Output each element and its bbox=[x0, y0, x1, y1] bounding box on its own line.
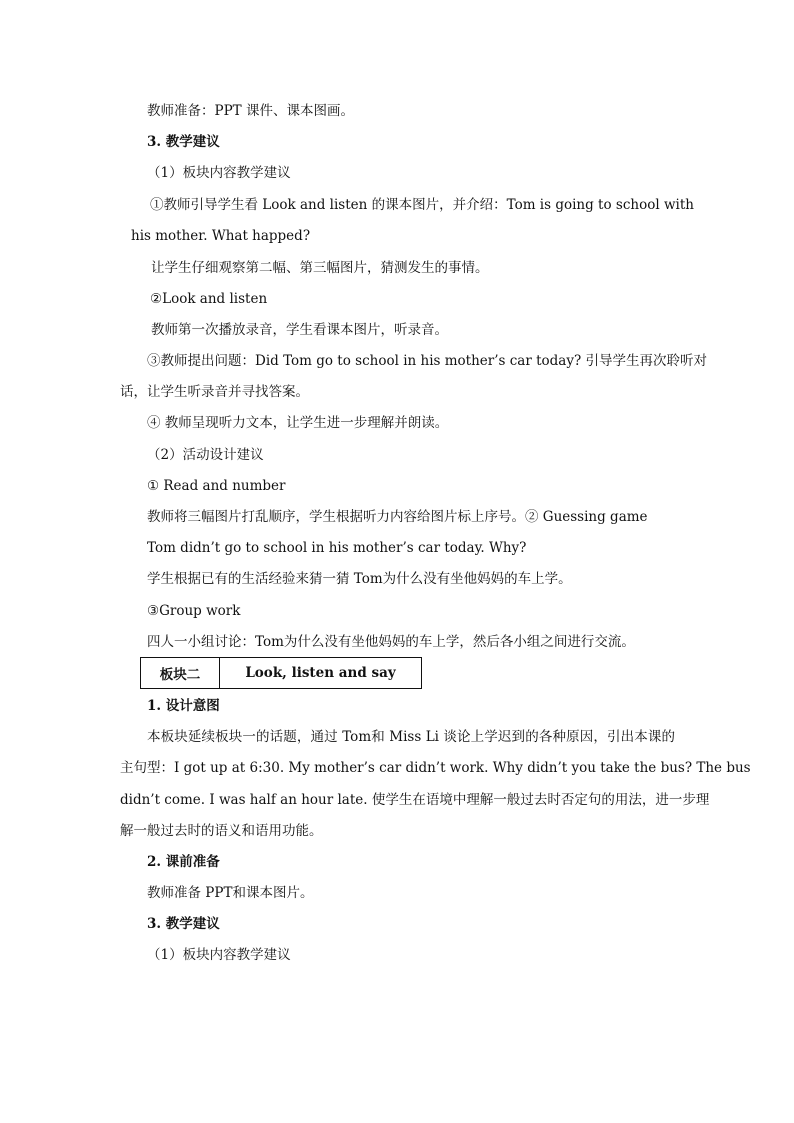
subheading-activity-advice: （2）活动设计建议 bbox=[147, 447, 264, 463]
paragraph-step-3-cont: 话，让学生听录音并寻找答案。 bbox=[120, 384, 309, 400]
paragraph-observe: 让学生仔细观察第二幅、第三幅图片，猜测发生的事情。 bbox=[151, 260, 489, 276]
paragraph-class-prep: 教师准备 PPT和课本图片。 bbox=[147, 885, 314, 901]
heading-design-intent: 1. 设计意图 bbox=[147, 698, 220, 714]
paragraph-intent-1: 本板块延续板块一的话题，通过 Tom和 Miss Li 谈论上学迟到的各种原因，引出本课的 bbox=[147, 729, 675, 745]
paragraph-intent-2: 主句型：I got up at 6:30. My mother’s car didn’t work. Why didn’t you take the bus? The bus bbox=[120, 760, 751, 776]
paragraph-guess: 学生根据已有的生活经验来猜一猜 Tom为什么没有坐他妈妈的车上学。 bbox=[147, 571, 572, 587]
heading-teaching-advice-2: 3. 教学建议 bbox=[147, 916, 220, 932]
block-label: 板块二 bbox=[141, 658, 220, 689]
subheading-block-advice-2: （1）板块内容教学建议 bbox=[147, 947, 291, 963]
block-table bbox=[140, 657, 422, 689]
subheading-block-advice: （1）板块内容教学建议 bbox=[147, 165, 291, 181]
paragraph-intent-3: didn’t come. I was half an hour late. 使学生在语境中理解一般过去时否定句的用法，进一步理 bbox=[120, 792, 710, 808]
paragraph-step-1: ①教师引导学生看 Look and listen 的课本图片，并介绍：Tom is going to school with bbox=[150, 197, 694, 213]
heading-class-prep: 2. 课前准备 bbox=[147, 854, 220, 870]
paragraph-shuffle-images: 教师将三幅图片打乱顺序，学生根据听力内容给图片标上序号。② Guessing game bbox=[147, 509, 648, 525]
paragraph-question-why: Tom didn’t go to school in his mother’s car today. Why? bbox=[147, 540, 527, 556]
paragraph-step-2: ②Look and listen bbox=[150, 291, 268, 307]
paragraph-play-recording: 教师第一次播放录音，学生看课本图片，听录音。 bbox=[151, 322, 448, 338]
paragraph-step-3: ③教师提出问题：Did Tom go to school in his mother’s car today? 引导学生再次聆听对 bbox=[147, 353, 707, 369]
paragraph-teacher-prep: 教师准备：PPT 课件、课本图画。 bbox=[147, 103, 354, 119]
paragraph-read-number: ① Read and number bbox=[147, 478, 286, 494]
paragraph-group-work: ③Group work bbox=[147, 603, 241, 619]
paragraph-group-discussion: 四人一小组讨论：Tom为什么没有坐他妈妈的车上学，然后各小组之间进行交流。 bbox=[147, 634, 635, 650]
heading-teaching-advice: 3. 教学建议 bbox=[147, 134, 220, 150]
block-title: Look, listen and say bbox=[220, 658, 422, 689]
block-table-row bbox=[141, 658, 422, 689]
paragraph-intent-4: 解一般过去时的语义和语用功能。 bbox=[120, 823, 323, 839]
paragraph-step-4: ④ 教师呈现听力文本，让学生进一步理解并朗读。 bbox=[147, 415, 449, 431]
paragraph-step-1-cont: his mother. What happed? bbox=[131, 228, 311, 244]
